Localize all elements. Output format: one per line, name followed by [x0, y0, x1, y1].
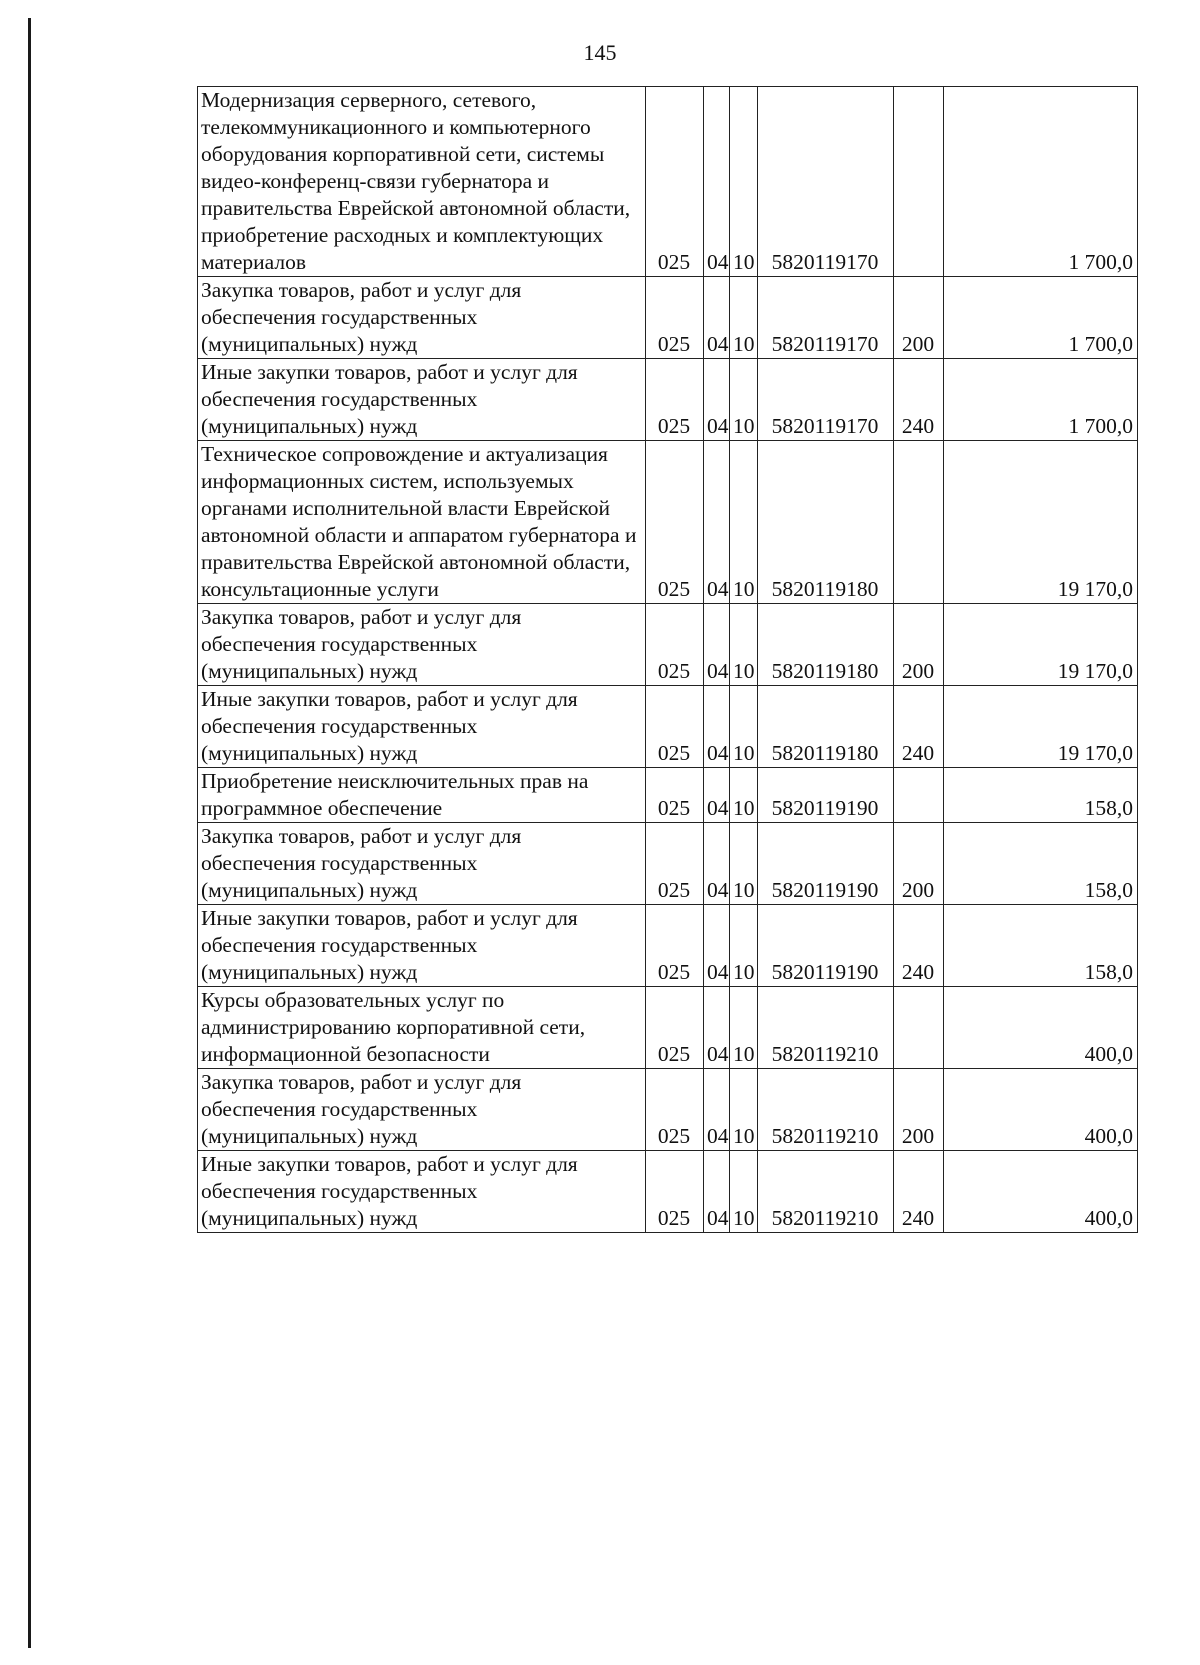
subsection-cell: 10 [730, 987, 758, 1069]
expense-name-cell: Приобретение неисключительных прав на программное обеспечение [198, 768, 646, 823]
amount-cell: 400,0 [944, 987, 1138, 1069]
section-cell: 04 [704, 87, 730, 277]
expense-type-cell: 240 [894, 686, 944, 768]
section-cell: 04 [704, 604, 730, 686]
expense-name-cell: Курсы образовательных услуг по администрированию корпоративной сети, информационной безопасности [198, 987, 646, 1069]
ministry-code-cell: 025 [646, 987, 704, 1069]
expense-type-cell: 240 [894, 905, 944, 987]
subsection-cell: 10 [730, 87, 758, 277]
table-row [198, 823, 1138, 905]
expense-name-cell: Иные закупки товаров, работ и услуг для обеспечения государственных (муниципальных) нужд [198, 1151, 646, 1233]
table-row [198, 686, 1138, 768]
ministry-code-cell: 025 [646, 1069, 704, 1151]
expense-name-cell: Закупка товаров, работ и услуг для обеспечения государственных (муниципальных) нужд [198, 823, 646, 905]
subsection-cell: 10 [730, 441, 758, 604]
expense-type-cell: 200 [894, 277, 944, 359]
table-row [198, 1069, 1138, 1151]
amount-cell: 1 700,0 [944, 277, 1138, 359]
ministry-code-cell: 025 [646, 441, 704, 604]
scan-edge-line [28, 18, 31, 1648]
subsection-cell: 10 [730, 1151, 758, 1233]
expense-type-cell [894, 87, 944, 277]
ministry-code-cell: 025 [646, 359, 704, 441]
ministry-code-cell: 025 [646, 905, 704, 987]
subsection-cell: 10 [730, 359, 758, 441]
section-cell: 04 [704, 277, 730, 359]
budget-table-body [198, 87, 1138, 1233]
expense-type-cell: 240 [894, 359, 944, 441]
expense-name-cell: Техническое сопровождение и актуализация информационных систем, используемых органами исполнительной власти Еврейской автономной области и аппаратом губернатора и правительства Еврейской автономной области, консультационные услуги [198, 441, 646, 604]
expense-type-cell: 200 [894, 1069, 944, 1151]
table-row [198, 441, 1138, 604]
ministry-code-cell: 025 [646, 277, 704, 359]
target-article-cell: 5820119190 [758, 823, 894, 905]
amount-cell: 158,0 [944, 768, 1138, 823]
expense-name-cell: Иные закупки товаров, работ и услуг для обеспечения государственных (муниципальных) нужд [198, 905, 646, 987]
section-cell: 04 [704, 768, 730, 823]
ministry-code-cell: 025 [646, 823, 704, 905]
expense-name-cell: Закупка товаров, работ и услуг для обеспечения государственных (муниципальных) нужд [198, 277, 646, 359]
section-cell: 04 [704, 823, 730, 905]
amount-cell: 158,0 [944, 905, 1138, 987]
target-article-cell: 5820119190 [758, 905, 894, 987]
table-row [198, 987, 1138, 1069]
amount-cell: 1 700,0 [944, 87, 1138, 277]
expense-type-cell [894, 768, 944, 823]
subsection-cell: 10 [730, 686, 758, 768]
ministry-code-cell: 025 [646, 768, 704, 823]
table-row [198, 1151, 1138, 1233]
expense-type-cell: 240 [894, 1151, 944, 1233]
target-article-cell: 5820119190 [758, 768, 894, 823]
expense-type-cell: 200 [894, 604, 944, 686]
ministry-code-cell: 025 [646, 1151, 704, 1233]
budget-table [197, 86, 1138, 1233]
expense-name-cell: Модернизация серверного, сетевого, телекоммуникационного и компьютерного оборудования корпоративной сети, системы видео-конференц-связи губернатора и правительства Еврейской автономной области, приобретение расходных и комплектующих материалов [198, 87, 646, 277]
amount-cell: 19 170,0 [944, 441, 1138, 604]
ministry-code-cell: 025 [646, 87, 704, 277]
target-article-cell: 5820119170 [758, 87, 894, 277]
target-article-cell: 5820119210 [758, 1151, 894, 1233]
subsection-cell: 10 [730, 604, 758, 686]
expense-name-cell: Закупка товаров, работ и услуг для обеспечения государственных (муниципальных) нужд [198, 604, 646, 686]
table-row [198, 277, 1138, 359]
ministry-code-cell: 025 [646, 604, 704, 686]
expense-name-cell: Иные закупки товаров, работ и услуг для обеспечения государственных (муниципальных) нужд [198, 686, 646, 768]
expense-name-cell: Иные закупки товаров, работ и услуг для обеспечения государственных (муниципальных) нужд [198, 359, 646, 441]
expense-type-cell: 200 [894, 823, 944, 905]
target-article-cell: 5820119170 [758, 359, 894, 441]
target-article-cell: 5820119180 [758, 686, 894, 768]
subsection-cell: 10 [730, 768, 758, 823]
target-article-cell: 5820119210 [758, 987, 894, 1069]
target-article-cell: 5820119210 [758, 1069, 894, 1151]
subsection-cell: 10 [730, 905, 758, 987]
section-cell: 04 [704, 441, 730, 604]
amount-cell: 19 170,0 [944, 686, 1138, 768]
target-article-cell: 5820119180 [758, 604, 894, 686]
section-cell: 04 [704, 1069, 730, 1151]
section-cell: 04 [704, 359, 730, 441]
section-cell: 04 [704, 686, 730, 768]
subsection-cell: 10 [730, 277, 758, 359]
target-article-cell: 5820119170 [758, 277, 894, 359]
expense-type-cell [894, 441, 944, 604]
page-number: 145 [583, 40, 617, 65]
table-row [198, 905, 1138, 987]
expense-name-cell: Закупка товаров, работ и услуг для обеспечения государственных (муниципальных) нужд [198, 1069, 646, 1151]
subsection-cell: 10 [730, 823, 758, 905]
expense-type-cell [894, 987, 944, 1069]
amount-cell: 400,0 [944, 1069, 1138, 1151]
table-row [198, 604, 1138, 686]
target-article-cell: 5820119180 [758, 441, 894, 604]
section-cell: 04 [704, 1151, 730, 1233]
table-row [198, 87, 1138, 277]
table-row [198, 359, 1138, 441]
amount-cell: 400,0 [944, 1151, 1138, 1233]
ministry-code-cell: 025 [646, 686, 704, 768]
amount-cell: 1 700,0 [944, 359, 1138, 441]
section-cell: 04 [704, 987, 730, 1069]
table-row [198, 768, 1138, 823]
subsection-cell: 10 [730, 1069, 758, 1151]
amount-cell: 158,0 [944, 823, 1138, 905]
section-cell: 04 [704, 905, 730, 987]
amount-cell: 19 170,0 [944, 604, 1138, 686]
